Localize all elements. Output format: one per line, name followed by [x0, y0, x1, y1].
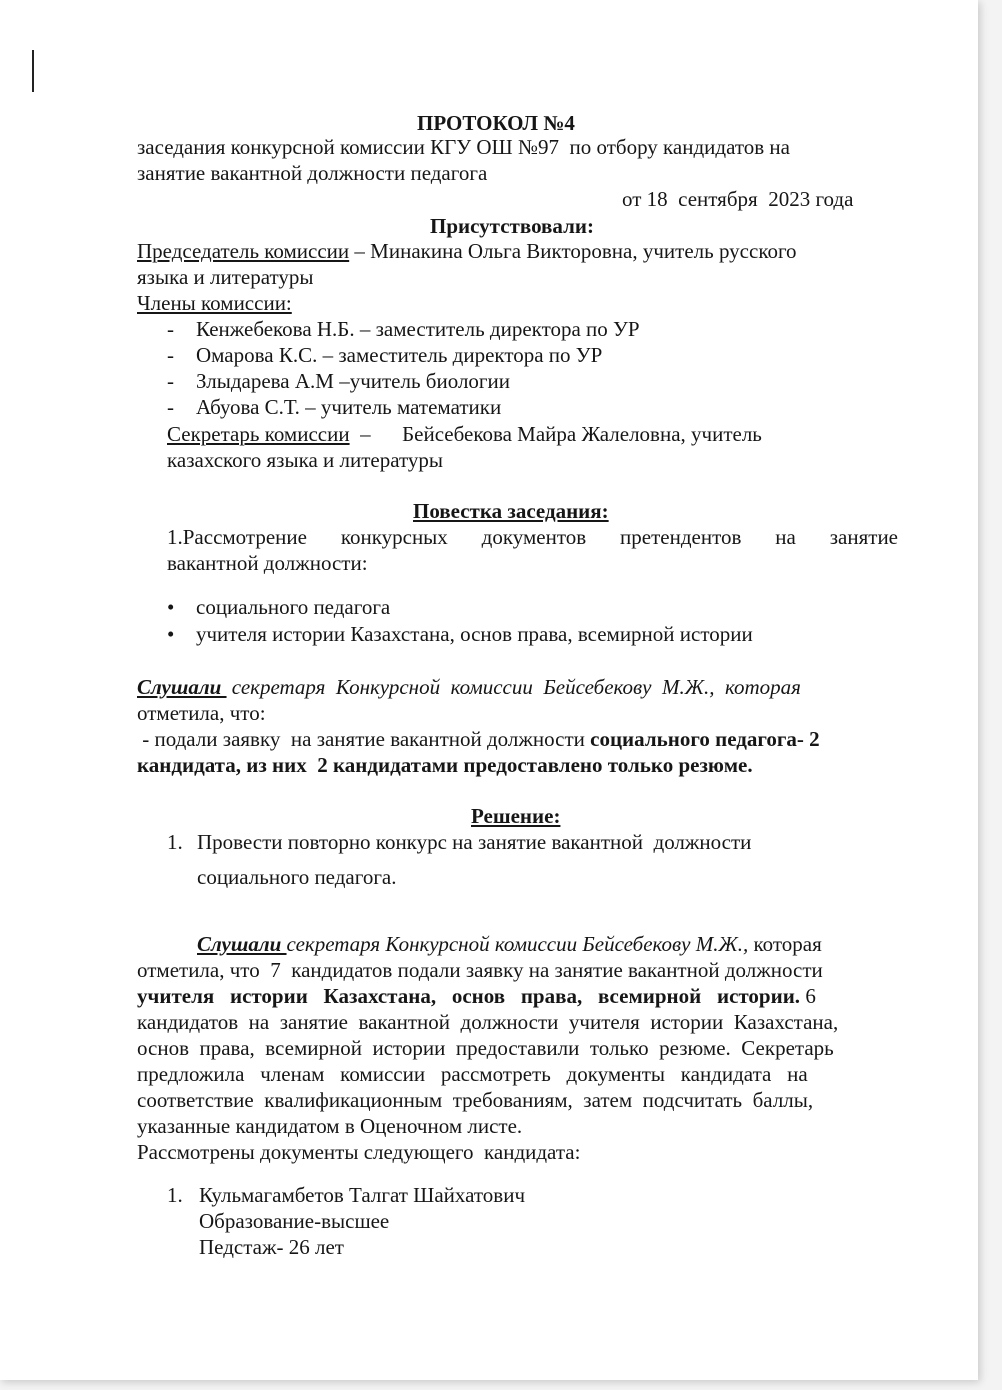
member-item: Кенжебекова Н.Б. – заместитель директора по УР: [196, 317, 640, 341]
bullet-icon: •: [167, 622, 175, 646]
hearing-1-label: Слушали: [137, 675, 227, 699]
hearing-1-text: секретаря Конкурсной комиссии Бейсебекову М.Ж., которая: [226, 675, 801, 699]
secretary-label: Секретарь комиссии: [167, 422, 350, 446]
subtitle-line-2: занятие вакантной должности педагога: [137, 161, 488, 185]
agenda-position: социального педагога: [196, 595, 391, 619]
hearing-2-line-7: соответствие квалификационным требованиям, затем подсчитать баллы,: [137, 1088, 814, 1112]
agenda-heading: Повестка заседания:: [413, 499, 609, 523]
document-date: от 18 сентября 2023 года: [622, 187, 854, 211]
member-dash: -: [167, 317, 174, 341]
hearing-1-line-4: кандидата, из них 2 кандидатами предоставлено только резюме.: [137, 753, 753, 777]
hearing-2-text-tail: которая: [748, 932, 822, 956]
chair-label: Председатель комиссии: [137, 239, 350, 263]
secretary-text: – Бейсебекова Майра Жалеловна, учитель: [349, 422, 762, 446]
decision-line-1: Провести повторно конкурс на занятие вакантной должности: [197, 830, 752, 854]
members-label: Члены комиссии:: [137, 291, 292, 315]
chair-line: [137, 238, 797, 264]
hearing-2-line-5: основ права, всемирной истории предоставили только резюме. Секретарь: [137, 1036, 834, 1060]
hearing-2-text: секретаря Конкурсной комиссии Бейсебекову М.Ж.,: [286, 932, 749, 956]
hearing-1-line-1: [137, 674, 898, 700]
hearing-2-line-4: кандидатов на занятие вакантной должности учителя истории Казахстана,: [137, 1010, 839, 1034]
candidate-education: Образование-высшее: [199, 1209, 390, 1233]
hearing-2-line-1: [197, 931, 822, 957]
hearing-2-line-3-bold: учителя истории Казахстана, основ права, всемирной истории.: [137, 984, 801, 1008]
hearing-1-line-2: отметила, что:: [137, 701, 266, 725]
candidate-experience: Педстаж- 26 лет: [199, 1235, 344, 1259]
chair-text: – Минакина Ольга Викторовна, учитель русского: [349, 239, 797, 263]
hearing-2-line-6: предложила членам комиссии рассмотреть документы кандидата на: [137, 1062, 808, 1086]
agenda-item-1-line-1: 1.Рассмотрение конкурсных документов претендентов на занятие: [167, 525, 898, 549]
document-title: ПРОТОКОЛ №4: [417, 111, 575, 135]
hearing-2-line-3: [137, 983, 816, 1009]
hearing-1-line-3: [137, 726, 820, 752]
decision-heading: Решение:: [471, 804, 561, 828]
member-dash: -: [167, 395, 174, 419]
subtitle-line-1: заседания конкурсной комиссии КГУ ОШ №97 по отбору кандидатов на: [137, 135, 790, 159]
hearing-1-line-3-text: - подали заявку на занятие вакантной должности: [137, 727, 591, 751]
agenda-item-1-line-2: вакантной должности:: [167, 551, 368, 575]
candidate-number: 1.: [167, 1183, 183, 1207]
hearing-2-line-8: указанные кандидатом в Оценочном листе.: [137, 1114, 523, 1138]
decision-line-2: социального педагога.: [197, 865, 397, 889]
hearing-1-line-3-bold: социального педагога- 2: [590, 727, 820, 751]
secretary-line-2: казахского языка и литературы: [167, 448, 444, 472]
member-item: Злыдарева А.М –учитель биологии: [196, 369, 511, 393]
secretary-line: [167, 421, 762, 447]
member-item: Абуова С.Т. – учитель математики: [196, 395, 502, 419]
decision-number: 1.: [167, 830, 183, 854]
chair-line-2: языка и литературы: [137, 265, 314, 289]
bullet-icon: •: [167, 595, 175, 619]
margin-mark: [32, 50, 34, 92]
attendance-heading: Присутствовали:: [430, 214, 594, 238]
agenda-position: учителя истории Казахстана, основ права, всемирной истории: [196, 622, 753, 646]
member-item: Омарова К.С. – заместитель директора по УР: [196, 343, 603, 367]
hearing-2-label: Слушали: [197, 932, 287, 956]
member-dash: -: [167, 343, 174, 367]
hearing-2-line-3-tail: 6: [800, 984, 816, 1008]
hearing-2-line-9: Рассмотрены документы следующего кандидата:: [137, 1140, 581, 1164]
candidate-name: Кульмагамбетов Талгат Шайхатович: [199, 1183, 526, 1207]
hearing-2-line-2: отметила, что 7 кандидатов подали заявку на занятие вакантной должности: [137, 958, 823, 982]
member-dash: -: [167, 369, 174, 393]
